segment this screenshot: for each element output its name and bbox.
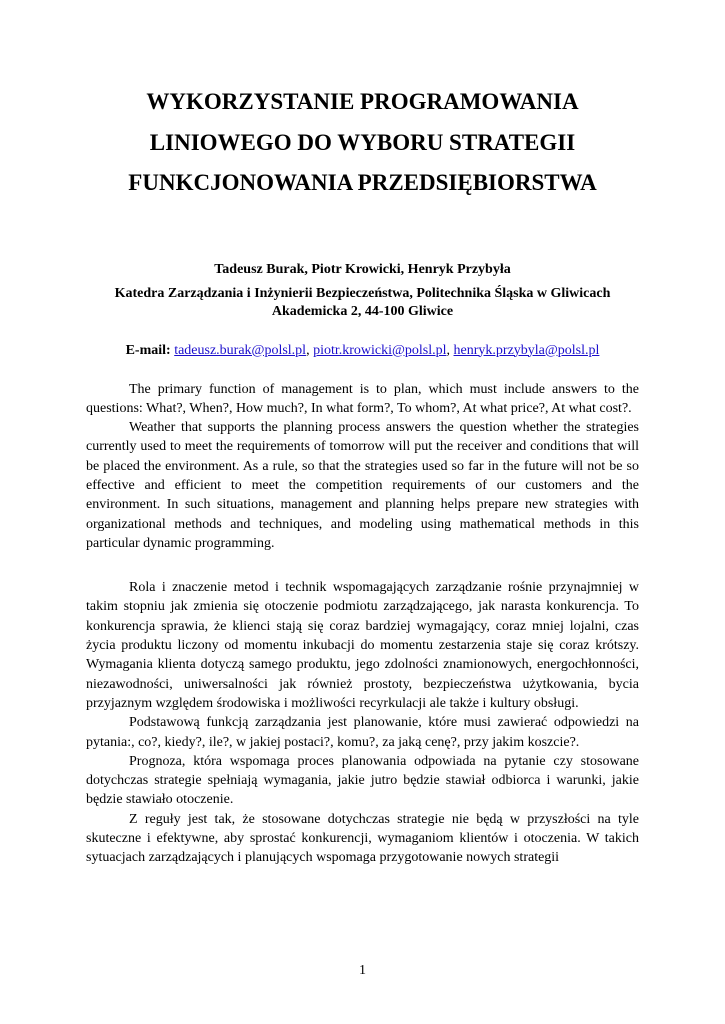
body-paragraph: Z reguły jest tak, że stosowane dotychczas strategie nie będą w przyszłości na tyle skuteczne i efektywne, aby sprostać konkurencji, wymaganiom klientów i otoczenia. W takich sytuacjach zarządzających i planujących wspomaga przygotowanie nowych strategii — [86, 811, 639, 866]
affiliation-address: Akademicka 2, 44-100 Gliwice — [271, 303, 454, 319]
title-line: LINIOWEGO DO WYBORU STRATEGII — [149, 129, 576, 155]
email-line — [86, 342, 639, 360]
affiliation — [86, 285, 639, 321]
email-separator: , — [446, 342, 454, 358]
page-number: 1 — [359, 963, 366, 978]
abstract — [86, 380, 639, 554]
main-text — [86, 578, 639, 867]
title-line: FUNKCJONOWANIA PRZEDSIĘBIORSTWA — [128, 170, 597, 195]
email-link-przybyla[interactable]: henryk.przybyla@polsl.pl — [453, 342, 600, 358]
body-paragraph: Rola i znaczenie metod i technik wspomagających zarządzanie rośnie przynajmniej w takim stopniu jak zmienia się otoczenie podmiotu zarządzającego, jak narasta konkurencja. To konkurencja sprawia, że klienci stają się coraz bardziej wymagający, coraz mniej lojalni, czas życia produktu liczony od momentu inkubacji do momentu zestarzenia staje się coraz krótszy. Wymagania klienta dotyczą samego produktu, jego zdolności znamionowych, energochłonności, niezawodności, uniwersalności jak również prostoty, bezpieczeństwa użytkowania, bycia przyjaznym względem środowiska i możliwości recyrkulacji ale także i kultury obsługi. — [86, 580, 639, 711]
email-label: E-mail: — [125, 342, 171, 358]
body-paragraph: Prognoza, która wspomaga proces planowania odpowiada na pytanie czy stosowane dotychczas strategie spełniają wymagania, jakie jutro będzie stawiał odbiorca i warunki, jakie będzie stawiało otoczenie. — [86, 753, 639, 808]
title-line: WYKORZYSTANIE PROGRAMOWANIA — [146, 89, 579, 114]
abstract-paragraph: Weather that supports the planning process answers the question whether the strategies currently used to meet the requirements of tomorrow will put the receiver and conditions that will be placed the environment. As a rule, so that the strategies used so far in the future will not be so effective and efficient to meet the competition requirements of our customers and the environment. In such situations, management and planning helps prepare new strategies with organizational methods and techniques, and modeling using mathematical methods in this particular dynamic programming. — [86, 420, 639, 551]
paper-title — [86, 82, 639, 204]
abstract-paragraph: The primary function of management is to plan, which must include answers to the questions: What?, When?, How much?, In what form?, To whom?, At what price?, At what cost?. — [86, 381, 639, 416]
email-link-burak[interactable]: tadeusz.burak@polsl.pl — [174, 342, 307, 358]
email-link-krowicki[interactable]: piotr.krowicki@polsl.pl — [313, 342, 447, 358]
authors: Tadeusz Burak, Piotr Krowicki, Henryk Przybyła — [214, 261, 511, 277]
paper-page — [86, 0, 639, 1024]
affiliation-line: Katedra Zarządzania i Inżynierii Bezpieczeństwa, Politechnika Śląska w Gliwicach — [114, 285, 611, 301]
body-paragraph: Podstawową funkcją zarządzania jest planowanie, które musi zawierać odpowiedzi na pytania:, co?, kiedy?, ile?, w jakiej postaci?, komu?, za jaką cenę?, przy jakim koszcie?. — [86, 715, 639, 750]
email-separator: , — [306, 342, 314, 358]
